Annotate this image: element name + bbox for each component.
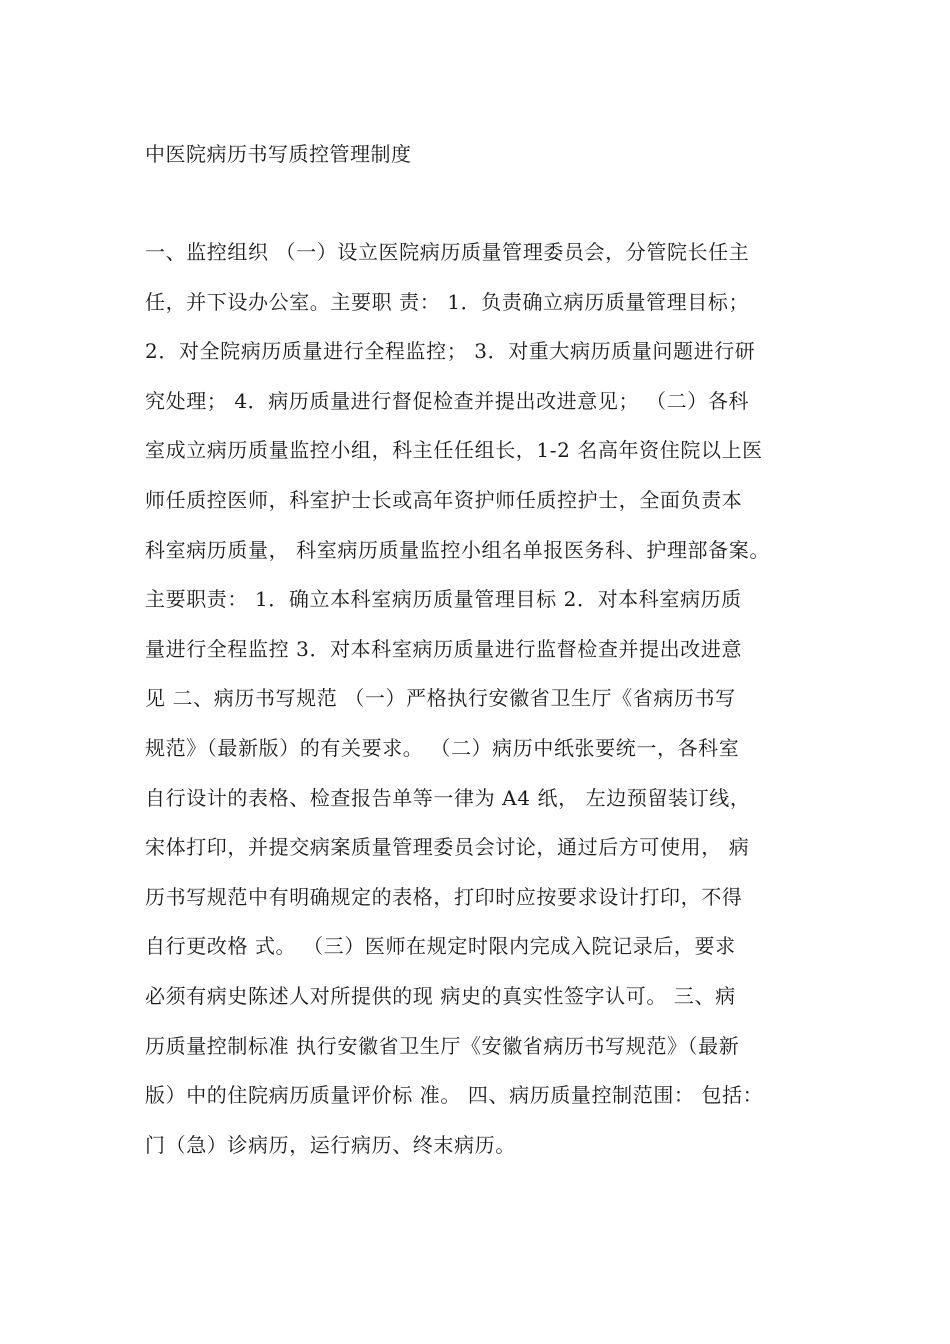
document-body: [145, 233, 835, 1175]
body-line: 室成立病历质量监控小组，科主任任组长，1-2 名高年资住院以上医: [145, 438, 763, 463]
body-line: 版）中的住院病历质量评价标 准。 四、病历质量控制范围： 包括：: [145, 1083, 764, 1108]
body-line: 师任质控医师，科室护士长或高年资护师任质控护士，全面负责本: [145, 487, 743, 512]
body-line: 2．对全院病历质量进行全程监控； 3．对重大病历质量问题进行研: [145, 339, 756, 364]
body-line: 历质量控制标准 执行安徽省卫生厅《安徽省病历书写规范》（最新: [145, 1033, 740, 1058]
body-line: 一、监控组织 （一）设立医院病历质量管理委员会，分管院长任主: [145, 240, 750, 264]
body-line: 任，并下设办公室。主要职 责： 1．负责确立病历质量管理目标；: [145, 289, 750, 314]
body-line: 历书写规范中有明确规定的表格，打印时应按要求设计打印，不得: [145, 884, 743, 909]
body-line: 自行更改格 式。 （三）医师在规定时限内完成入院记录后，要求: [145, 934, 736, 959]
body-line: 主要职责： 1．确立本科室病历质量管理目标 2．对本科室病历质: [145, 587, 742, 612]
body-line: 门（急）诊病历，运行病历、终末病历。: [145, 1132, 516, 1157]
document-title: 中医院病历书写质控管理制度: [145, 142, 412, 166]
body-line: 规范》（最新版）的有关要求。 （二）病历中纸张要统一，各科室: [145, 735, 740, 760]
body-line: 科室病历质量， 科室病历质量监控小组名单报医务科、护理部备案。: [145, 537, 770, 562]
body-line: 必须有病史陈述人对所提供的现 病史的真实性签字认可。 三、病: [145, 983, 736, 1008]
body-line: 宋体打印，并提交病案质量管理委员会讨论，通过后方可使用， 病: [145, 835, 750, 860]
body-line: 自行设计的表格、检查报告单等一律为 A4 纸， 左边预留装订线，: [145, 785, 751, 810]
body-line: 究处理； 4．病历质量进行督促检查并提出改进意见； （二）各科: [145, 388, 750, 413]
body-line: 量进行全程监控 3．对本科室病历质量进行监督检查并提出改进意: [145, 636, 743, 661]
body-line: 见 二、病历书写规范 （一）严格执行安徽省卫生厅《省病历书写: [145, 686, 736, 711]
